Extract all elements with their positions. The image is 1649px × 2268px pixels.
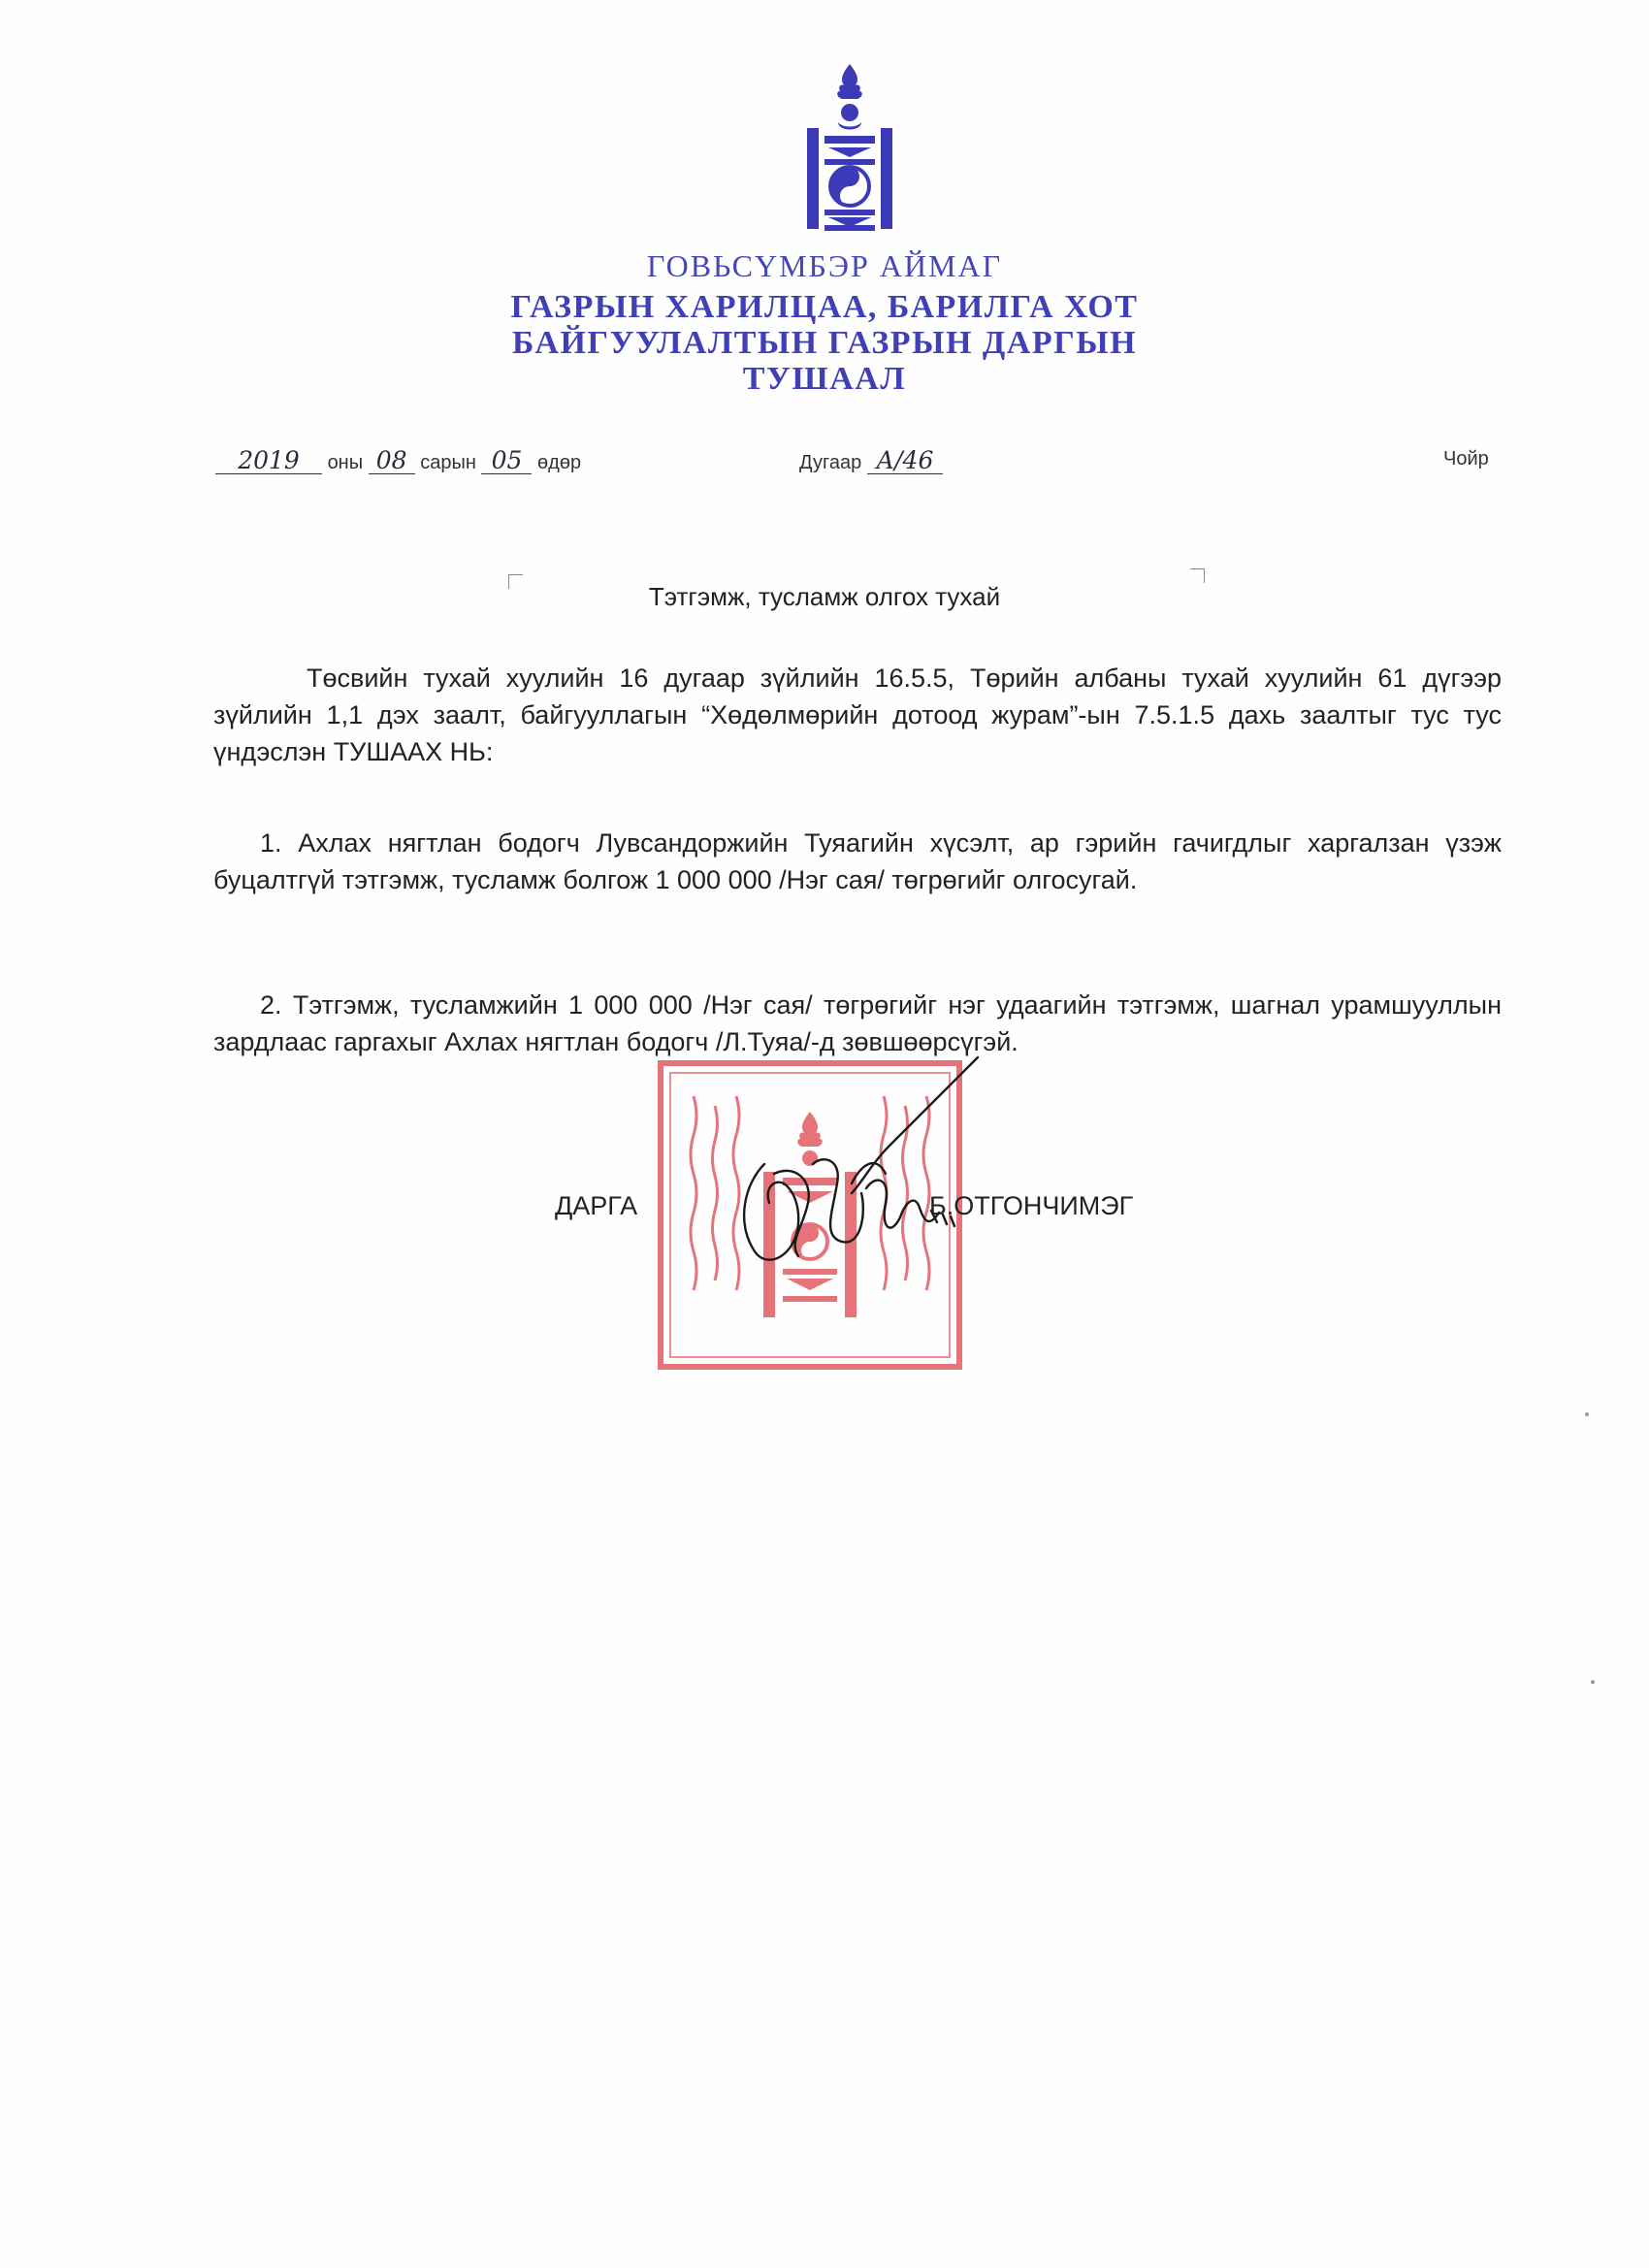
aimag-name: ГОВЬСҮМБЭР АЙМАГ [646, 248, 1003, 283]
date-year: 2019 [215, 448, 322, 474]
org-name-line-2: БАЙГУУЛАЛТЫН ГАЗРЫН ДАРГЫН [511, 325, 1138, 361]
body-paragraph-basis: Төсвийн тухай хуулийн 16 дугаар зүйлийн 16.5.5, Төрийн албаны тухай хуулийн 61 дүгээр зүйлийн 1,1 дэх заалт, байгууллагын “Хөдөлмөрийн дотоод журам”-ын 7.5.1.5 дахь заалтыг тус тус үндэслэн ТУШААХ НЬ: [213, 664, 1502, 766]
document-type: ТУШААЛ [742, 361, 907, 397]
date-day: 05 [481, 448, 532, 474]
corner-mark-right [1190, 568, 1205, 583]
date-month: 08 [369, 448, 415, 474]
body-paragraph-item-1: 1. Ахлах нягтлан бодогч Лувсандоржийн Туяагийн хүсэлт, ар гэрийн гачигдлыг харгалзан үзэж буцалтгүй тэтгэмж, тусламж болгож 1 000 000 /Нэг сая/ төгрөгийг олгосугай. [213, 828, 1502, 894]
document-number [799, 448, 943, 474]
soyombo-icon [803, 62, 896, 235]
signer-title: ДАРГА [555, 1191, 638, 1220]
document-date [215, 448, 581, 474]
number-value: А/46 [867, 448, 943, 474]
signer-name: Б.ОТГОНЧИМЭГ [929, 1191, 1134, 1220]
org-name-line-1: ГАЗРЫН ХАРИЛЦАА, БАРИЛГА ХОТ [510, 289, 1139, 325]
date-day-suffix: өдөр [537, 452, 582, 473]
document-place: Чойр [1443, 448, 1489, 470]
number-label: Дугаар [799, 452, 862, 473]
scan-speck [1591, 1680, 1595, 1684]
handwritten-signature-icon [706, 1019, 1026, 1300]
date-year-suffix: оны [327, 452, 364, 473]
scan-speck [1585, 1412, 1589, 1416]
body-paragraph-item-2: 2. Тэтгэмж, тусламжийн 1 000 000 /Нэг сая/ төгрөгийг нэг удаагийн тэтгэмж, шагнал урамшууллын зардлаас гаргахыг Ахлах нягтлан бодогч /Л.Туяа/-д зөвшөөрсүгэй. [213, 990, 1502, 1056]
document-subject: Тэтгэмж, тусламж олгох тухай [648, 582, 1001, 611]
date-month-suffix: сарын [420, 452, 476, 473]
